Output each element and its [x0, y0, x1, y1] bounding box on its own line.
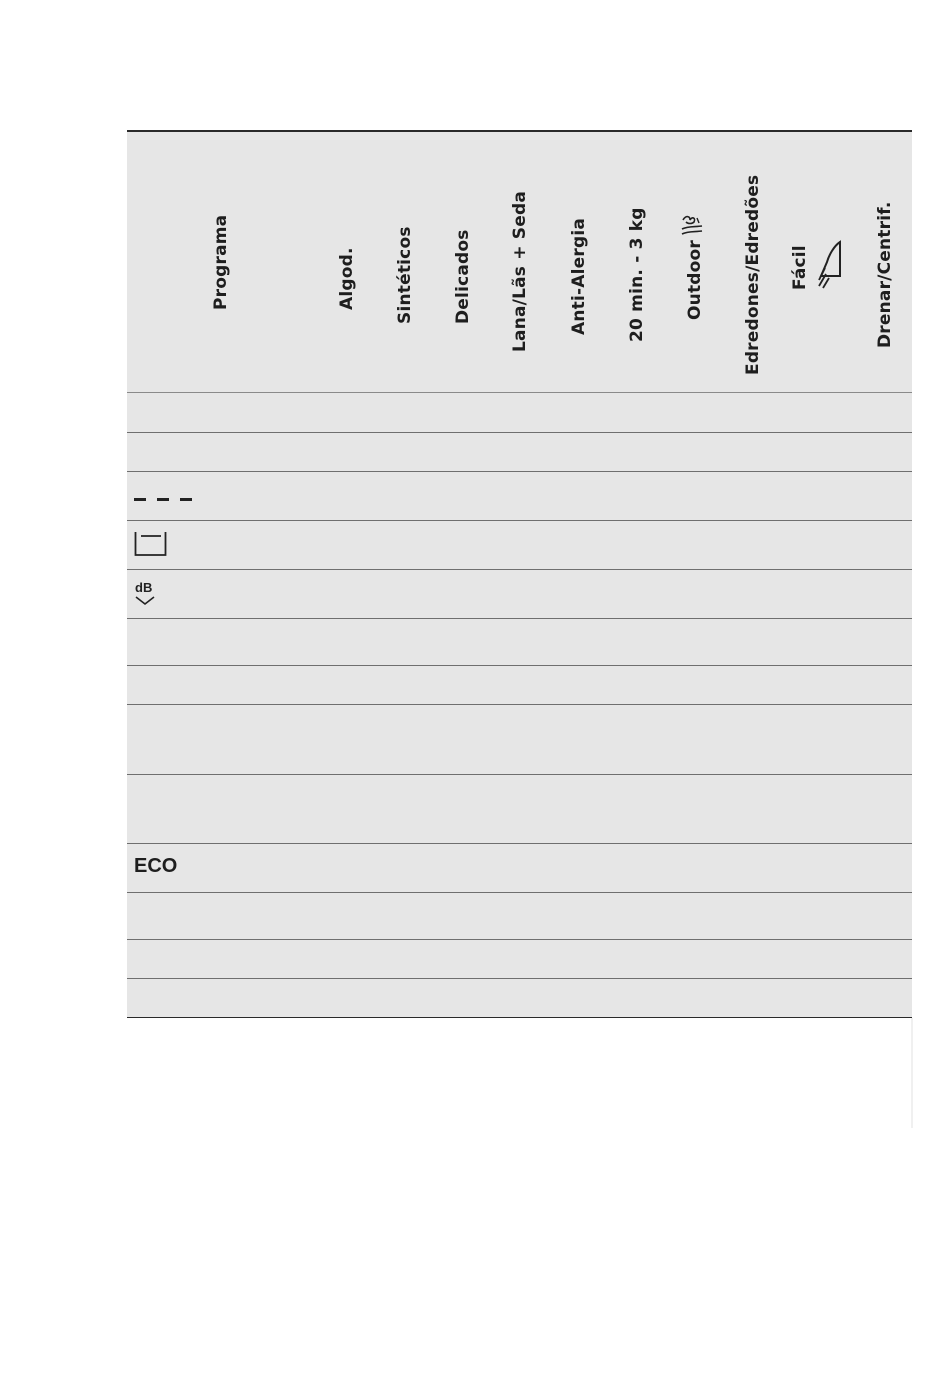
table-row: [127, 570, 912, 619]
table-row: [127, 393, 912, 433]
col-drenar: Drenar/Centrif.: [875, 201, 895, 348]
dashes-icon: [134, 497, 194, 503]
col-facil: Fácil: [790, 245, 810, 290]
col-edredones: Edredones/Edredões: [743, 174, 763, 375]
col-outdoor: Outdoor: [685, 240, 705, 320]
col-delicados: Delicados: [453, 229, 473, 324]
col-lana-seda: Lana/Lãs + Seda: [510, 190, 530, 352]
page-edge-strip: [911, 1018, 913, 1128]
table-row: [127, 940, 912, 979]
eco-label: ECO: [134, 855, 178, 877]
col-20min: 20 min. - 3 kg: [627, 207, 647, 342]
col-sinteticos: Sintéticos: [395, 226, 415, 324]
table-header: [127, 130, 912, 393]
options-table: [127, 130, 912, 877]
easy-iron-icon: [817, 240, 843, 292]
col-algod: Algod.: [337, 247, 357, 310]
table-row: [127, 844, 912, 893]
table-row: [127, 433, 912, 472]
table-row: [127, 705, 912, 775]
svg-text:dB: dB: [135, 580, 153, 595]
outdoor-icon: [680, 212, 704, 242]
table-row: [127, 893, 912, 940]
table-row: [127, 619, 912, 666]
table-row: [127, 775, 912, 844]
table-row: [127, 472, 912, 521]
drum-icon: [134, 531, 168, 557]
table-row: [127, 666, 912, 705]
table-row: [127, 979, 912, 1018]
db-icon: [134, 579, 160, 607]
col-anti-alergia: Anti-Alergia: [569, 217, 589, 335]
table-row: [127, 521, 912, 570]
col-programa: Programa: [211, 214, 231, 310]
